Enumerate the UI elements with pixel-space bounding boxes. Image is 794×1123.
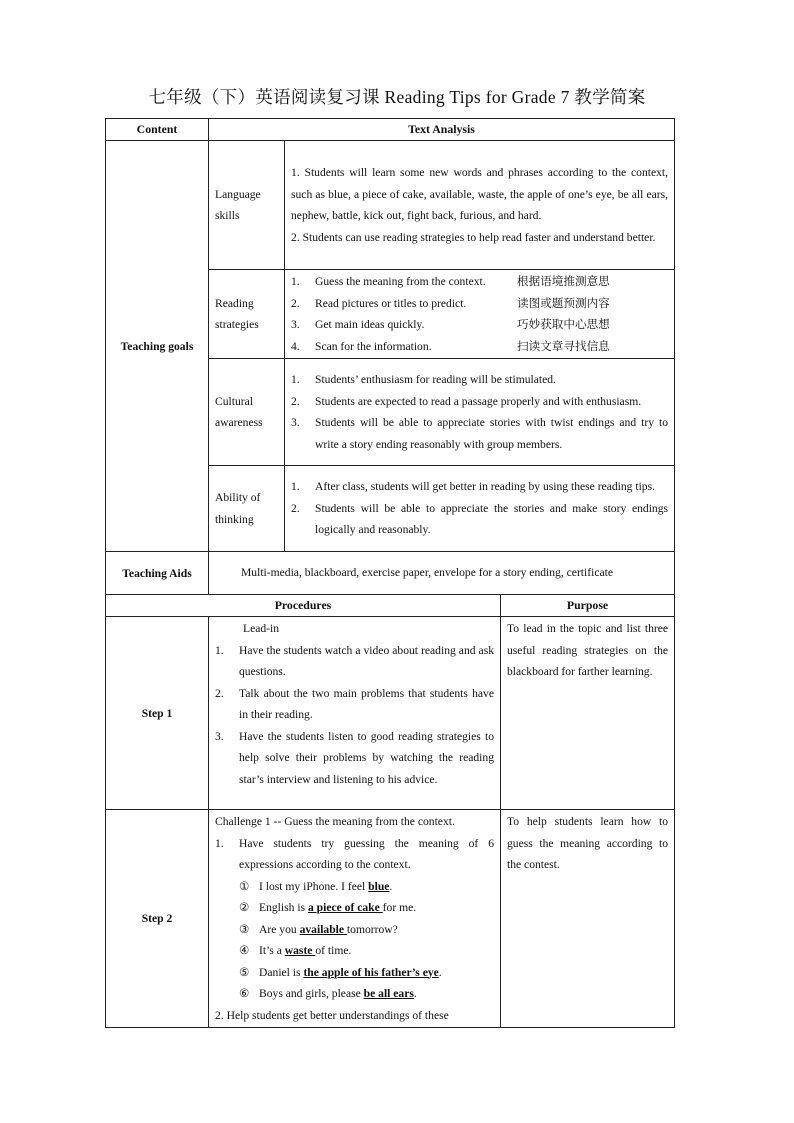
example-item: ② English is a piece of cake for me. bbox=[239, 901, 417, 914]
ability-of-thinking-label: Ability of thinking bbox=[209, 466, 285, 552]
strategy-item: 3. Get main ideas quickly. 巧妙获取中心思想 bbox=[291, 318, 610, 331]
language-skills-row bbox=[106, 141, 675, 270]
language-skills-label: Language skills bbox=[209, 141, 285, 270]
procedures-header-row bbox=[106, 595, 675, 617]
step2-purpose: To help students learn how to guess the meaning according to the contest. bbox=[501, 810, 675, 1028]
example-item: ⑤ Daniel is the apple of his father’s eye. bbox=[239, 965, 442, 979]
cultural-item: 3. Students will be able to appreciate stories with twist endings and try to write a story ending reasonably with group members. bbox=[291, 416, 669, 451]
teaching-aids-text: Multi-media, blackboard, exercise paper, envelope for a story ending, certificate bbox=[209, 552, 675, 595]
language-skills-body bbox=[285, 141, 675, 270]
step2-row bbox=[106, 810, 675, 1028]
example-item: ① I lost my iPhone. I feel blue. bbox=[239, 879, 393, 893]
purpose-header: Purpose bbox=[501, 595, 675, 617]
example-item: ⑥ Boys and girls, please be all ears. bbox=[239, 987, 417, 1000]
cultural-item: 2. Students are expected to read a passage properly and with enthusiasm. bbox=[291, 394, 642, 408]
teaching-aids-row bbox=[106, 552, 675, 595]
example-item: ③ Are you available tomorrow? bbox=[239, 922, 398, 936]
language-skill-item: 2. Students can use reading strategies to help read faster and understand better. bbox=[291, 230, 656, 244]
thinking-item: 2. Students will be able to appreciate the stories and make story endings logically and reasonably. bbox=[291, 501, 669, 537]
cultural-awareness-body bbox=[285, 359, 675, 466]
strategy-item: 1. Guess the meaning from the context. 根据语境推测意思 bbox=[291, 275, 610, 288]
step1-purpose: To lead in the topic and list three useful reading strategies on the blackboard for farther learning. bbox=[501, 617, 675, 810]
thinking-item: 1. After class, students will get better in reading by using these reading tips. bbox=[291, 480, 656, 494]
reading-strategies-body bbox=[285, 270, 675, 359]
step2-procedures bbox=[209, 810, 501, 1028]
strategy-item: 2. Read pictures or titles to predict. 读图或题预测内容 bbox=[291, 296, 610, 310]
teaching-goals-label: Teaching goals bbox=[106, 141, 209, 552]
lesson-plan-table bbox=[105, 118, 675, 1028]
step1-row bbox=[106, 617, 675, 810]
step1-lead: Lead-in bbox=[243, 622, 280, 635]
step1-label: Step 1 bbox=[106, 617, 209, 810]
step2-challenge: Challenge 1 -- Guess the meaning from the context. bbox=[215, 815, 455, 828]
step1-item: 3. Have the students listen to good reading strategies to help solve their problems by watching the reading star’s interview and listening to his advice. bbox=[215, 729, 494, 786]
cultural-awareness-label: Cultural awareness bbox=[209, 359, 285, 466]
ability-of-thinking-body bbox=[285, 466, 675, 552]
step2-item: 1. Have students try guessing the meaning of 6 expressions according to the context. bbox=[215, 836, 494, 871]
step2-item2: 2. Help students get better understandings of these bbox=[215, 1008, 449, 1022]
reading-strategies-label: Reading strategies bbox=[209, 270, 285, 359]
teaching-aids-label: Teaching Aids bbox=[106, 552, 209, 595]
text-analysis-header: Text Analysis bbox=[209, 119, 675, 141]
table-header-row bbox=[106, 119, 675, 141]
step1-item: 2. Talk about the two main problems that students have in their reading. bbox=[215, 686, 494, 721]
step1-procedures bbox=[209, 617, 501, 810]
page-title: 七年级（下）英语阅读复习课 Reading Tips for Grade 7 教学简案 bbox=[148, 87, 646, 107]
cultural-item: 1. Students’ enthusiasm for reading will be stimulated. bbox=[291, 373, 556, 386]
step1-item: 1. Have the students watch a video about reading and ask questions. bbox=[215, 643, 494, 678]
content-header: Content bbox=[106, 119, 209, 141]
example-item: ④ It’s a waste of time. bbox=[239, 944, 352, 957]
strategy-item: 4. Scan for the information. 扫读文章寻找信息 bbox=[291, 339, 610, 353]
language-skill-item: 1. Students will learn some new words and phrases according to the context, such as blue, a piece of cake, available, waste, the apple of one’s eye, be all ears, nephew, battle, kick out, fight back, furious, and hard. bbox=[291, 166, 669, 222]
step2-label: Step 2 bbox=[106, 810, 209, 1028]
procedures-header: Procedures bbox=[106, 595, 501, 617]
